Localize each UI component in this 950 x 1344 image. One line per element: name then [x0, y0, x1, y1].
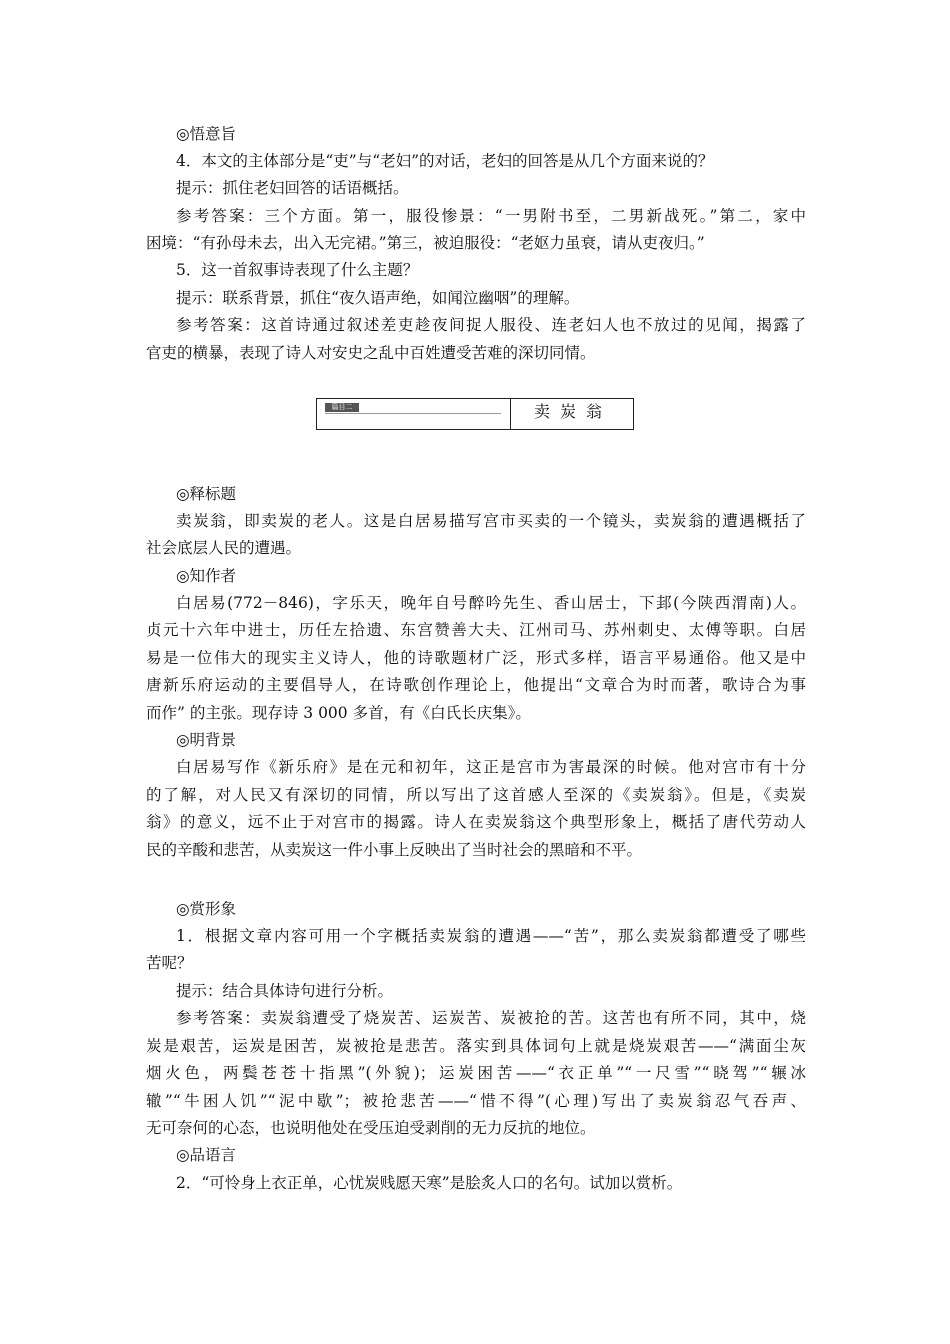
- question-5-answer-line-2: 官吏的横暴，表现了诗人对安史之乱中百姓遭受苦难的深切同情。: [146, 344, 596, 362]
- author-line-1: 白居易(772－846)，字乐天，晚年自号醉吟先生、香山居士，下邽(今陕西渭南)人。: [176, 594, 806, 612]
- title-explanation-line-1: 卖炭翁，即卖炭的老人。这是白居易描写宫市买卖的一个镜头，卖炭翁的遭遇概括了: [176, 512, 806, 530]
- question-1-answer-line-3: 烟火色，两鬓苍苍十指黑”(外貌)；运炭困苦——“衣正单”“一尺雪”“晓驾”“辗冰: [146, 1064, 806, 1082]
- lesson-title-banner: [316, 398, 634, 430]
- banner-rule: [325, 413, 501, 414]
- question-4-answer-line-2: 困境：“有孙母未去，出入无完裙。”第三，被迫服役：“老妪力虽衰，请从吏夜归。”: [146, 234, 705, 252]
- author-line-4: 唐新乐府运动的主要倡导人，在诗歌创作理论上，他提出“文章合为时而著，歌诗合为事: [146, 676, 806, 694]
- question-1-answer-line-5: 无可奈何的心态，也说明他处在受压迫受剥削的无力反抗的地位。: [146, 1119, 596, 1137]
- question-1-hint: 提示：结合具体诗句进行分析。: [176, 982, 394, 1000]
- question-4-hint: 提示：抓住老妇回答的话语概括。: [176, 179, 409, 197]
- question-4: 4．本文的主体部分是“吏”与“老妇”的对话，老妇的回答是从几个方面来说的？: [176, 152, 714, 170]
- title-explanation-line-2: 社会底层人民的遭遇。: [146, 539, 302, 557]
- author-line-3: 易是一位伟大的现实主义诗人，他的诗歌题材广泛，形式多样，语言平易通俗。他又是中: [146, 649, 806, 667]
- question-5-answer-line-1: 参考答案：这首诗通过叙述差吏趁夜间捉人服役、连老妇人也不放过的见闻，揭露了: [176, 316, 806, 334]
- section-heading-author: ◎知作者: [176, 567, 237, 585]
- question-1-answer-line-4: 辙”“牛困人饥”“泥中歇”；被抢悲苦——“惜不得”(心理)写出了卖炭翁忍气吞声、: [146, 1092, 806, 1110]
- background-line-2: 的了解，对人民又有深切的同情，所以写出了这首感人至深的《卖炭翁》。但是，《卖炭: [146, 786, 806, 804]
- author-line-5: 而作” 的主张。现存诗 3 000 多首，有《白氏长庆集》。: [146, 704, 531, 722]
- banner-tag: 篇目二: [325, 403, 359, 412]
- section-heading-background: ◎明背景: [176, 731, 237, 749]
- question-5-hint: 提示：联系背景，抓住“夜久语声绝，如闻泣幽咽”的理解。: [176, 289, 580, 307]
- background-line-1: 白居易写作《新乐府》是在元和初年，这正是宫市为害最深的时候。他对宫市有十分: [176, 758, 806, 776]
- question-1-answer-line-2: 炭是艰苦，运炭是困苦，炭被抢是悲苦。落实到具体词句上就是烧炭艰苦——“满面尘灰: [146, 1037, 806, 1055]
- question-1-answer-line-1: 参考答案：卖炭翁遭受了烧炭苦、运炭苦、炭被抢的苦。这苦也有所不同，其中，烧: [176, 1009, 806, 1027]
- background-line-4: 民的辛酸和悲苦，从卖炭这一件小事上反映出了当时社会的黑暗和不平。: [146, 841, 643, 859]
- background-line-3: 翁》的意义，远不止于对宫市的揭露。诗人在卖炭翁这个典型形象上，概括了唐代劳动人: [146, 813, 806, 831]
- lesson-title: 卖炭翁: [533, 402, 612, 421]
- section-heading-language: ◎品语言: [176, 1146, 237, 1164]
- author-line-2: 贞元十六年中进士，历任左拾遗、东宫赞善大夫、江州司马、苏州刺史、太傅等职。白居: [146, 621, 806, 639]
- question-5: 5．这一首叙事诗表现了什么主题？: [176, 261, 419, 279]
- question-4-answer-line-1: 参考答案：三个方面。第一，服役惨景：“一男附书至，二男新战死。”第二，家中: [176, 207, 806, 225]
- section-heading-image: ◎赏形象: [176, 900, 237, 918]
- section-heading-title: ◎释标题: [176, 485, 237, 503]
- section-heading-purpose: ◎悟意旨: [176, 125, 237, 143]
- question-2: 2．“可怜身上衣正单，心忧炭贱愿天寒”是脍炙人口的名句。试加以赏析。: [176, 1174, 683, 1192]
- banner-label-box: [317, 399, 511, 429]
- question-1-line-2: 苦呢？: [146, 954, 193, 972]
- question-1-line-1: 1．根据文章内容可用一个字概括卖炭翁的遭遇——“苦”，那么卖炭翁都遭受了哪些: [176, 927, 806, 945]
